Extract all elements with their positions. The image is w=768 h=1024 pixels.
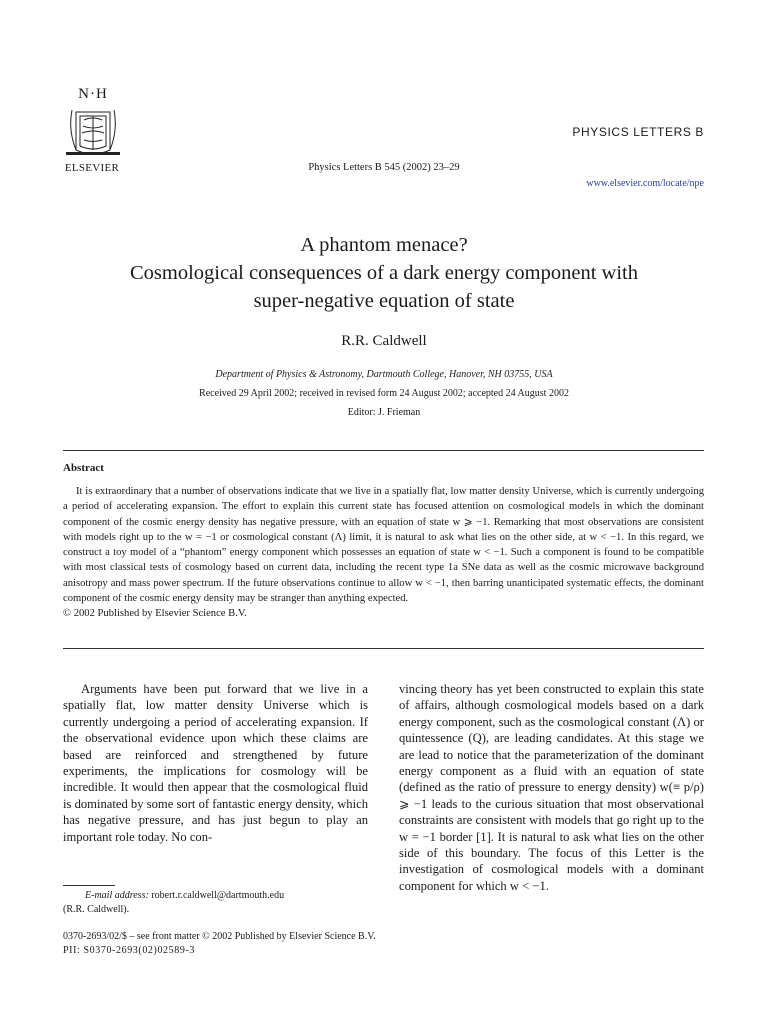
journal-citation: Physics Letters B 545 (2002) 23–29 [308, 162, 460, 173]
footnote [63, 889, 368, 917]
footnote-label: E-mail address: [85, 890, 149, 901]
footnote-rule [63, 885, 115, 886]
journal-url-link[interactable]: www.elsevier.com/locate/npe [586, 178, 704, 189]
title-line: Cosmological consequences of a dark energy component with [130, 262, 638, 284]
article-dates: Received 29 April 2002; received in revised form 24 August 2002; accepted 24 August 2002 [199, 388, 569, 399]
body-paragraph: vincing theory has yet been constructed to explain this state of affairs, although cosmological models based on a dark energy component, such as the cosmological constant (Λ) or quintessence (Q), are leading candidates. At this stage we are lead to notice that the parameterization of the dominant energy component as a fluid with an equation of state (defined as the ratio of pressure to energy density) w(≡ p/ρ) ⩾ −1 leads to the curious situation that most observational constraints are consistent with models that go right up to the w = −1 border [1]. It is natural to ask what lies on the other side of this boundary. The focus of this Letter is the investigation of cosmological models with a dominant component for which w < −1. [399, 682, 704, 893]
body-column-left [63, 681, 368, 845]
article-title [60, 231, 708, 315]
body-paragraph: Arguments have been put forward that we live in a spatially flat, low matter density Universe which is currently undergoing a period of accelerating expansion. If the observational evidence upon which these claims are based are reinforced and strengthened by future experiments, the implications for cosmology will be incredible. It would then appear that the cosmological fluid is dominated by some sort of fantastic energy density, which has negative pressure, and has just begun to play an important role today. No con- [63, 682, 368, 844]
article-editor: Editor: J. Frieman [347, 407, 421, 418]
abstract-bottom-rule [63, 648, 704, 649]
issn-line: 0370-2693/02/$ – see front matter © 2002 Published by Elsevier Science B.V. [63, 931, 376, 942]
title-line: super-negative equation of state [253, 290, 515, 312]
front-matter [63, 930, 376, 958]
abstract-copyright: © 2002 Published by Elsevier Science B.V. [63, 608, 247, 620]
footnote-name: (R.R. Caldwell). [63, 904, 130, 915]
abstract-text: It is extraordinary that a number of observations indicate that we live in a spatially flat, low matter density Universe, which is currently undergoing a period of accelerating expansion. The effort to explain this current state has focused attention on cosmological models in which the dominant component of the cosmic energy density has negative pressure, with an equation of state w ⩾ −1. Remarking that most observations are consistent with models right up to the w = −1 or cosmological constant (Λ) limit, it is natural to ask what lies on the other side, at w < −1. In this regard, we construct a toy model of a “phantom” energy component which possesses an equation of state w < −1. Such a component is found to be compatible with most classical tests of cosmology based on current data, including the recent type 1a SNe data as well as the cosmic microwave background anisotropy and mass power spectrum. If the future observations continue to allow w < −1, then barring unanticipated systematic effects, the dominant component of the cosmic energy density may be stranger than anything expected. [63, 486, 704, 605]
publisher-name: ELSEVIER [64, 162, 120, 174]
title-line: A phantom menace? [300, 234, 468, 256]
body-column-right [399, 681, 704, 894]
journal-brand: PHYSICS LETTERS B [572, 125, 704, 139]
publisher-mark: N·H [78, 86, 108, 102]
abstract-top-rule [63, 450, 704, 451]
abstract-body [63, 484, 704, 622]
pii-line: PII: S0370-2693(02)02589-3 [63, 945, 195, 956]
author-name: R.R. Caldwell [341, 333, 427, 349]
footnote-email-link[interactable]: robert.r.caldwell@dartmouth.edu [151, 890, 285, 901]
author-affiliation: Department of Physics & Astronomy, Dartmouth College, Hanover, NH 03755, USA [215, 369, 553, 380]
abstract-heading: Abstract [63, 462, 104, 474]
